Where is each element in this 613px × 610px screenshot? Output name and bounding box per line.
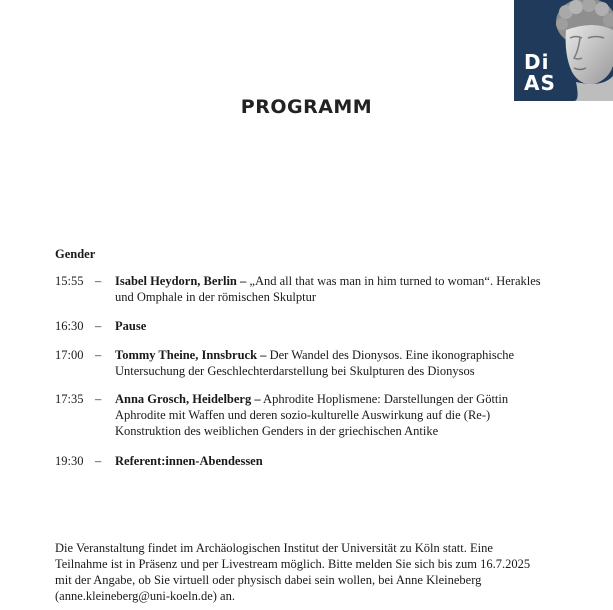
entry-body — [115, 391, 555, 439]
entry-body — [115, 318, 555, 334]
entry-dash: – — [95, 274, 102, 288]
page-title: PROGRAMM — [240, 96, 373, 118]
entry-text: „And all that was man in him turned to woman“. Herakles und Omphale in der römischen Skulptur — [115, 274, 541, 304]
entry-speaker: Referent:innen-Abendessen — [115, 454, 263, 468]
entry-speaker: Isabel Heydorn, Berlin – — [115, 274, 247, 288]
footer-note: Die Veranstaltung findet im Archäologischen Institut der Universität zu Köln statt. Eine Teilnahme ist in Präsenz und per Livestream möglich. Bitte melden Sie sich bis zum 16.7.2025 mit der Angabe, ob Sie virtuell oder physisch dabei sein wollen, bei Anne Kleineberg (anne.kleineberg@uni-koeln.de) an. — [55, 541, 531, 603]
entry-dash: – — [95, 348, 102, 362]
entry-body — [115, 273, 555, 305]
entry-time: 17:00 — [55, 348, 84, 362]
dias-logo — [514, 0, 613, 101]
logo-text-di: Di — [524, 50, 550, 74]
entry-time: 17:35 — [55, 392, 84, 406]
entry-speaker: Tommy Theine, Innsbruck – — [115, 348, 267, 362]
entry-time: 15:55 — [55, 274, 84, 288]
entry-text: Aphrodite Hoplismene: Darstellungen der Göttin Aphrodite mit Waffen und deren sozio-kulturelle Auswirkung auf die (Re-) Konstruktion des weiblichen Genders in der griechischen Antike — [115, 392, 509, 438]
entry-time: 16:30 — [55, 319, 84, 333]
logo-text-as: AS — [524, 71, 556, 95]
entry-speaker: Pause — [115, 319, 147, 333]
entry-dash: – — [95, 454, 102, 468]
entry-body — [115, 347, 555, 379]
entry-text: Der Wandel des Dionysos. Eine ikonographische Untersuchung der Geschlechterdarstellung bei Skulpturen des Dionysos — [115, 348, 515, 378]
entry-body — [115, 453, 555, 469]
entry-dash: – — [95, 319, 102, 333]
entry-dash: – — [95, 392, 102, 406]
entry-speaker: Anna Grosch, Heidelberg – — [115, 392, 261, 406]
section-title: Gender — [55, 247, 96, 261]
entry-time: 19:30 — [55, 454, 84, 468]
